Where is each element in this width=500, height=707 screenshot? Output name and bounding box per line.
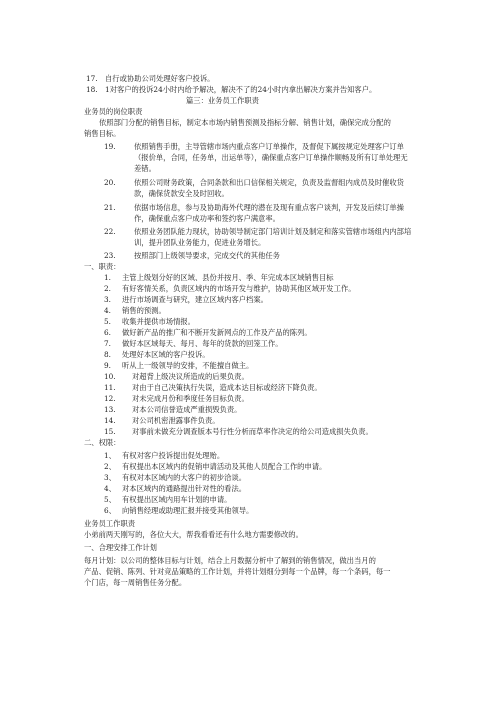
plan-line: 每月计划：以公司的整体目标与计划，结合上月数据分析中了解到的销售情况，做出当月的 <box>84 556 376 565</box>
item-number: 19. <box>104 142 116 151</box>
item-line: 作，确保重点客户成功率和签约客户满意率。 <box>134 214 280 223</box>
item-text: 1对客户的投诉24小时内给予解决，解决不了的24小时内拿出解决方案并告知客户。 <box>105 85 377 94</box>
item-line: 款，确保货款安全及时回收。 <box>134 189 229 198</box>
duty-text: 处理好本区域的客户投诉。 <box>122 350 210 359</box>
duty-text: 听从上一级领导的安排，不能擅自做主。 <box>122 361 254 370</box>
plan-line: 产品、促销、陈列、针对竞品策略的工作计划，并将计划细分到每一个品牌，每一个条码，每一 <box>84 567 391 576</box>
item-number: 20. <box>104 178 116 187</box>
duty-number: 14. <box>104 416 116 425</box>
duty-number: 11. <box>104 383 116 392</box>
item-line: 按照部门上级领导要求，完成交代的其他任务 <box>134 251 280 260</box>
right-number: 2、 <box>104 462 116 471</box>
item-number: 22. <box>104 227 116 236</box>
right-text: 有权提出区域内用车计划的申请。 <box>122 495 232 504</box>
list-item-18 <box>86 85 377 94</box>
duty-text: 对公司机密泄露事件负责。 <box>132 416 220 425</box>
duty-text: 有好客情关系，负责区域内的市场开发与维护，协助其他区域开发工作。 <box>122 284 356 293</box>
duty-number: 8. <box>104 350 111 359</box>
right-number: 4、 <box>104 484 116 493</box>
duty-text: 对事前未做充分调查版本号行性分析而草率作决定的给公司造成损失负责。 <box>132 427 373 436</box>
right-text: 对本区域内的通路提出针对性的看法。 <box>122 484 247 493</box>
duty-text: 进行市场调查与研究，建立区域内客户档案。 <box>122 295 268 304</box>
right-number: 1、 <box>104 451 116 460</box>
duty-number: 9. <box>104 361 111 370</box>
duty-number: 4. <box>104 306 111 315</box>
intro-line: 销售目标。 <box>84 129 121 138</box>
item-line: 依照销售手册，主导管辖市场内重点客户订单操作，及督促下属按规定处理客户订单 <box>134 142 404 151</box>
job-title: 业务员工作职责 <box>84 519 136 528</box>
duty-number: 5. <box>104 317 111 326</box>
right-text: 有权对本区域内的大客户的初步洽谈。 <box>122 473 247 482</box>
right-number: 6、 <box>104 506 116 515</box>
item-number: 17. <box>86 74 98 83</box>
duty-text: 做好本区域每天、每月、每年的货款的回笼工作。 <box>122 339 283 348</box>
plan-line: 个门店，每一周销售任务分配。 <box>84 578 187 587</box>
duty-number: 12. <box>104 394 116 403</box>
item-line: 依据市场信息，参与及协助海外代理的潜在及现有重点客户谈判，开发及后续订单操 <box>134 203 404 212</box>
right-text: 有权提出本区域内的促销申请活动及其他人员配合工作的申请。 <box>122 462 327 471</box>
intro-line: 依照部门分配的销售目标，制定本市场内销售预测及指标分解、销售计划，确保完成分配的 <box>99 118 391 127</box>
list-item-17 <box>86 74 215 83</box>
right-text: 有权对客户投诉提出促处理贻。 <box>122 451 225 460</box>
post-duties-title: 业务员的岗位职责 <box>84 107 143 116</box>
duty-text: 对未完成月份和季度任务目标负责。 <box>132 394 249 403</box>
item-line: （报价单，合同，任务单，出运单等），确保重点客户订单操作顺畅及所有订单处理无 <box>134 153 408 162</box>
duty-number: 6. <box>104 328 111 337</box>
item-line: 训，提升团队业务能力，促进业务增长。 <box>134 238 266 247</box>
duty-number: 2. <box>104 284 111 293</box>
section-title-rights: 二、权限： <box>84 438 121 447</box>
duty-text: 收集并提供市场情报。 <box>122 317 195 326</box>
duty-number: 1. <box>104 273 111 282</box>
item-line: 差错。 <box>134 164 156 173</box>
right-number: 3、 <box>104 473 116 482</box>
job-intro: 小弟前两天刚写的，各位大大，帮我看看还有什么地方需要修改的。 <box>84 530 303 539</box>
duty-number: 10. <box>104 372 116 381</box>
right-number: 5、 <box>104 495 116 504</box>
duty-text: 对由于自己决策执行失误，造成本达目标或经济下降负责。 <box>132 383 322 392</box>
item-number: 18. <box>86 85 98 94</box>
duty-text: 对本公司信誉造成严重损毁负责。 <box>132 405 242 414</box>
item-number: 21. <box>104 203 116 212</box>
duty-number: 15. <box>104 427 116 436</box>
duty-text: 销售的预测。 <box>122 306 166 315</box>
duty-number: 3. <box>104 295 111 304</box>
part3-title: 篇三：业务员工作职责 <box>186 96 259 105</box>
duty-number: 13. <box>104 405 116 414</box>
duty-text: 对超背上级决议所造成的后果负责。 <box>132 372 249 381</box>
item-line: 依照公司财务政策，合同条款和出口信保相关规定，负责及监督组内成员及时催收货 <box>134 178 404 187</box>
item-number: 23. <box>104 251 116 260</box>
duty-number: 7. <box>104 339 111 348</box>
right-text: 向销售经理或助理汇报并接受其他领导。 <box>122 506 254 515</box>
item-line: 依照业务团队能力现状，协助领导制定部门培训计划及制定和落实管辖市场组内内部培 <box>134 227 412 236</box>
section-title-duties: 一、职责： <box>84 262 121 271</box>
plan-title: 一、合理安排工作计划 <box>84 543 157 552</box>
item-text: 自行或协助公司处理好客户投诉。 <box>105 74 215 83</box>
duty-text: 做好新产品的推广和不断开发新网点的工作及产品的陈列。 <box>122 328 312 337</box>
duty-text: 主管上级划分好的区域、县份并按月、季、年完成本区域销售目标 <box>122 273 334 282</box>
